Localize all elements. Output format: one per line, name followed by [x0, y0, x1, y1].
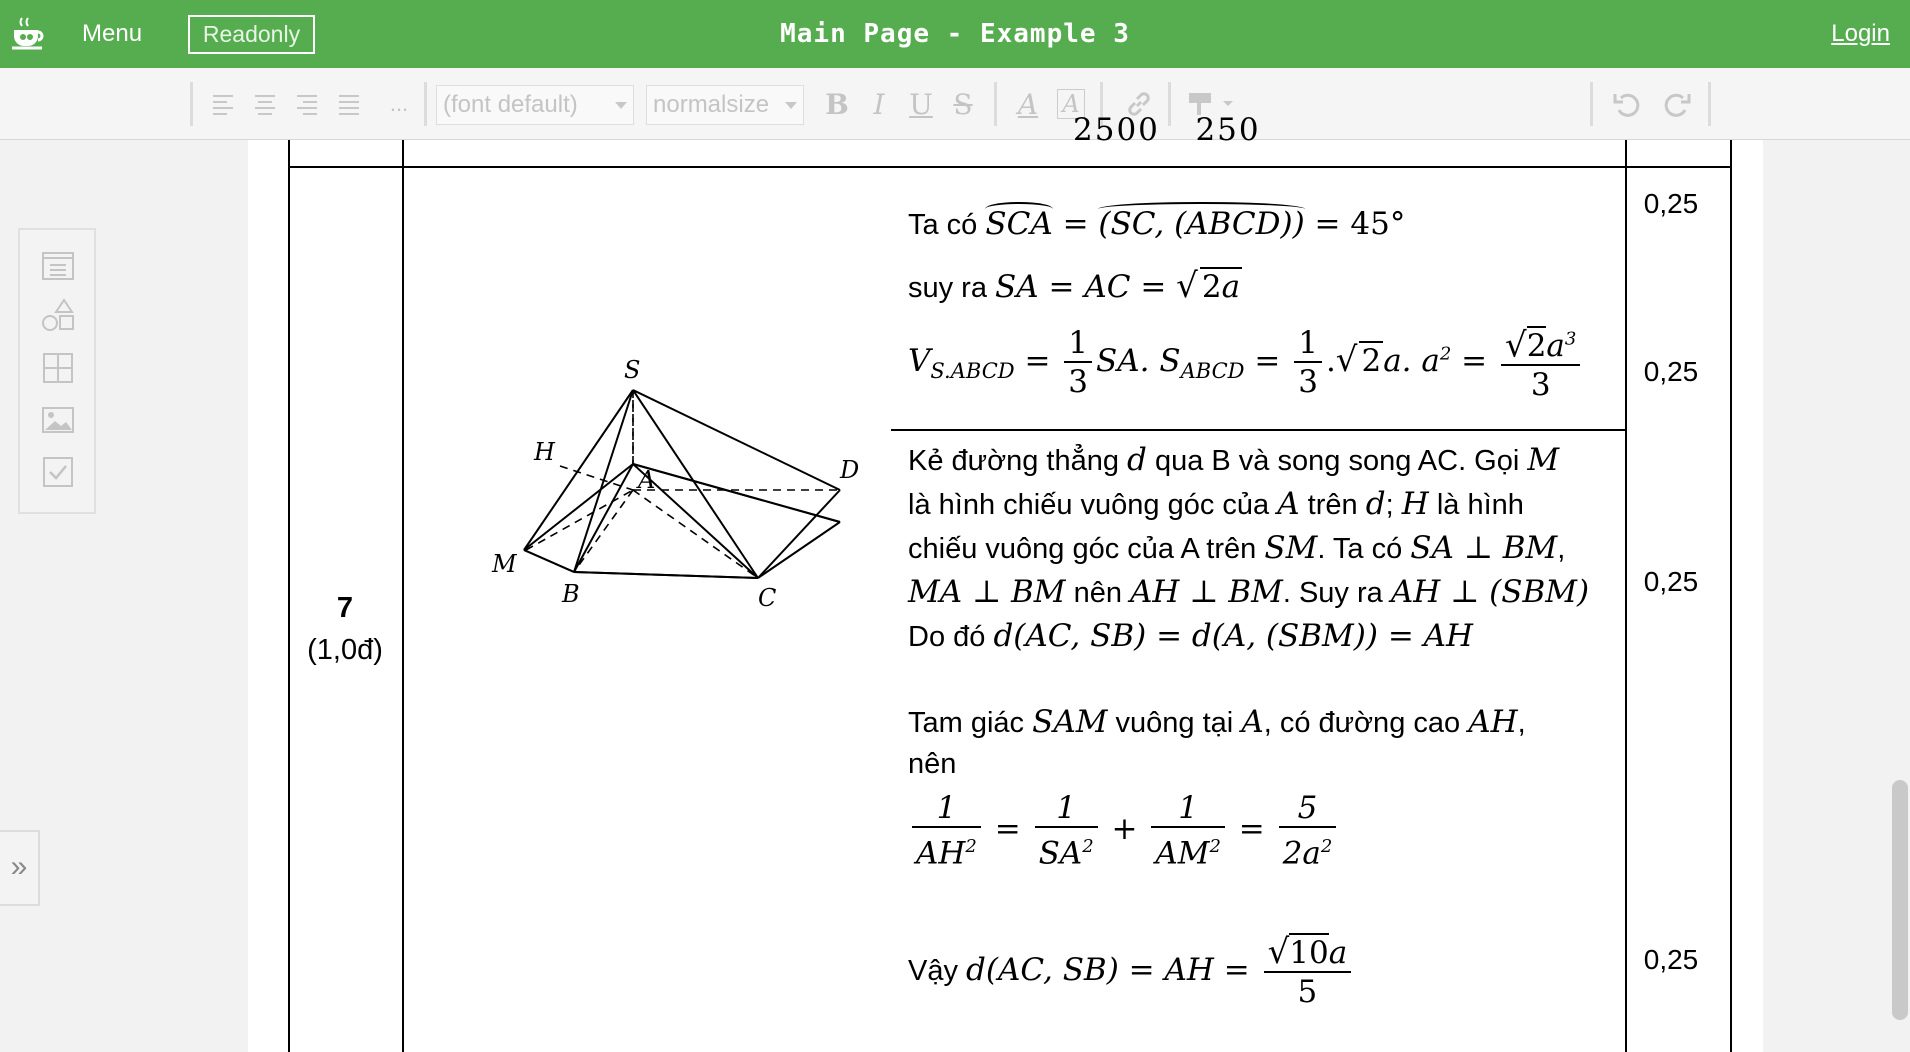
- solution-para2-line5: Do đó d(AC, SB) = d(A, (SBM)) = AH: [908, 618, 1474, 654]
- table-border: [402, 140, 404, 1052]
- underline-button[interactable]: U: [909, 87, 933, 121]
- previous-row-fragment: 2500 250: [1073, 112, 1261, 148]
- font-family-value: (font default): [443, 91, 578, 118]
- table-border: [288, 166, 1732, 168]
- score-4: 0,25: [1643, 944, 1699, 975]
- score-2: 0,25: [1643, 356, 1699, 387]
- chevron-down-icon: [785, 102, 797, 109]
- solution-conclusion: Vậy d(AC, SB) = AH = $\frac{√10a}{5}$: [908, 934, 1355, 1011]
- align-center-icon[interactable]: [250, 68, 280, 140]
- toolbar-separator: [1708, 82, 1711, 126]
- image-icon[interactable]: [40, 402, 76, 438]
- chevron-down-icon: [615, 102, 627, 109]
- insert-palette: [18, 228, 96, 514]
- solution-para3-line2: nên: [908, 748, 957, 780]
- label-a: A: [638, 466, 656, 494]
- readonly-button[interactable]: Readonly: [188, 15, 315, 54]
- question-number: 7: [336, 592, 354, 624]
- table-border: [1730, 140, 1732, 1052]
- toolbar-separator: [994, 82, 997, 126]
- sub-cell-divider: [891, 429, 1627, 431]
- toolbar-separator: [1590, 82, 1593, 126]
- more-options-button[interactable]: ...: [389, 91, 409, 116]
- pyramid-figure: [438, 340, 938, 670]
- page-title: Main Page - Example 3: [780, 19, 1130, 49]
- font-size-value: normalsize: [653, 91, 770, 118]
- label-b: B: [562, 580, 580, 608]
- checkbox-icon[interactable]: [40, 454, 76, 490]
- solution-line-1: Ta có SCA = (SC, (ABCD)) = 45°: [908, 206, 1406, 242]
- solution-height-formula: $\frac{1}{AH^2}$ = $\frac{1}{SA^2}$ + $\frac{1}{AM^2}$ = $\frac{5}{2a^2}$: [908, 790, 1340, 872]
- top-bar: [0, 0, 1910, 68]
- align-right-icon[interactable]: [292, 68, 322, 140]
- expand-panel-chevron-icon[interactable]: »: [0, 830, 40, 906]
- editor-toolbar: [0, 68, 1910, 140]
- italic-button[interactable]: I: [873, 87, 885, 121]
- font-family-select[interactable]: [436, 85, 634, 125]
- solution-para2-line2: là hình chiếu vuông góc của A trên d; H là hình: [908, 486, 1524, 522]
- toolbar-separator: [424, 82, 427, 126]
- coffee-cup-logo-icon[interactable]: [8, 12, 48, 52]
- login-link[interactable]: Login: [1831, 20, 1890, 47]
- scrollbar-thumb[interactable]: [1892, 780, 1908, 1020]
- solution-para2-line1: Kẻ đường thẳng d qua B và song song AC. Gọi M: [908, 442, 1560, 478]
- undo-icon[interactable]: [1610, 68, 1644, 140]
- label-m: M: [492, 550, 517, 578]
- bold-button[interactable]: B: [825, 87, 849, 121]
- align-left-icon[interactable]: [208, 68, 238, 140]
- label-s: S: [624, 356, 641, 384]
- solution-para3-line1: Tam giác SAM vuông tại A, có đường cao AH,: [908, 704, 1526, 740]
- toolbar-separator: [190, 82, 193, 126]
- table-icon[interactable]: [40, 350, 76, 386]
- font-size-select[interactable]: [646, 85, 804, 125]
- menu-button[interactable]: Menu: [82, 20, 143, 47]
- align-justify-icon[interactable]: [334, 68, 364, 140]
- solution-volume-formula: $V_{S.ABCD}$ = $\frac{1}{3}$ SA. $S_{ABCD}$ = $\frac{1}{3}$ .√ 2a. $a^2$ = $\frac{√2a^3}{3}$: [908, 322, 1584, 404]
- label-d: D: [840, 456, 860, 484]
- shapes-icon[interactable]: [40, 298, 76, 334]
- score-3: 0,25: [1643, 566, 1699, 597]
- text-color-button[interactable]: A: [1017, 87, 1039, 121]
- redo-icon[interactable]: [1660, 68, 1694, 140]
- document-page: [248, 112, 1763, 1052]
- text-block-icon[interactable]: [40, 248, 76, 284]
- solution-line-2: suy ra SA = AC = √ 2a: [908, 266, 1241, 306]
- score-1: 0,25: [1643, 188, 1699, 219]
- highlight-label: A: [1057, 89, 1084, 119]
- solution-para2-line3: chiếu vuông góc của A trên SM. Ta có SA ⊥ BM,: [908, 530, 1566, 566]
- label-h: H: [534, 438, 555, 466]
- strikethrough-button[interactable]: S: [953, 87, 973, 121]
- solution-para2-line4: MA ⊥ BM nên AH ⊥ BM. Suy ra AH ⊥ (SBM): [908, 574, 1590, 610]
- label-c: C: [758, 584, 777, 612]
- question-points: (1,0đ): [307, 634, 383, 666]
